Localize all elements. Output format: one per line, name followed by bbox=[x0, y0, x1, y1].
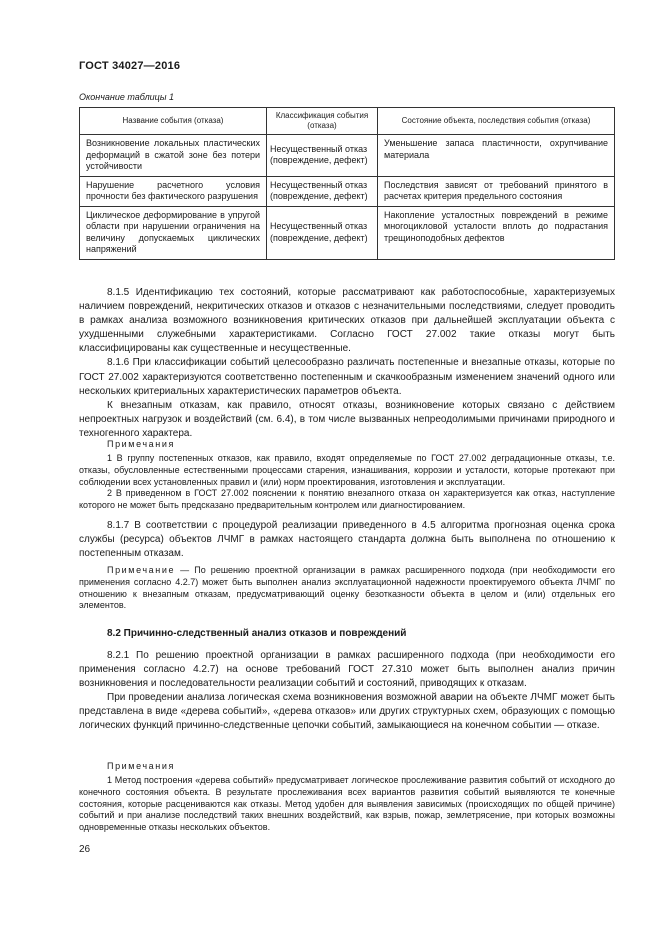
paragraph-8-1-7: 8.1.7 В соответствии с процедурой реализации приведенного в 4.5 алгоритма прогнозная оценка срока службы (ресурса) объектов ЛЧМГ в рамках настоящего стандарта должна быть выполнена по отношению к постепенным отказам. bbox=[79, 520, 615, 560]
table-cell-classification: Несущественный отказ (повреждение, дефект) bbox=[267, 176, 378, 206]
failure-table bbox=[79, 107, 615, 260]
table-row bbox=[80, 135, 615, 177]
table-cell-classification: Несущественный отказ (повреждение, дефект) bbox=[267, 135, 378, 177]
page-number: 26 bbox=[79, 844, 91, 855]
notes-block-1 bbox=[79, 438, 615, 512]
table-cell-state: Уменьшение запаса пластичности, охрупчивание материала bbox=[378, 135, 615, 177]
notes-block-3 bbox=[79, 760, 615, 834]
table-cell-state: Последствия зависят от требований принятого в расчетах критерия предельного состояния bbox=[378, 176, 615, 206]
notes-heading: Примечания bbox=[107, 761, 175, 771]
section-8-2-block bbox=[79, 627, 615, 734]
paragraph-8-2-1: 8.2.1 По решению проектной организации в рамках расширенного подхода (при необходимости его применения согласно 4.2.7) на основе требований ГОСТ 27.310 может быть выполнен анализ причин возникновения и последовательности реализации событий и состояний, приводящих к отказам. bbox=[79, 650, 615, 690]
note-1: 1 В группу постепенных отказов, как правило, входят определяемые по ГОСТ 27.002 деградационные отказы, т.е. отказы, обусловленные естественными процессами старения, изнашивания, коррозии и усталости, которые протекают при соблюдении всех установленных правил и (или) норм проектирования, изготовления и эксплуатации. bbox=[79, 453, 615, 487]
paragraph-8-1-6: 8.1.6 При классификации событий целесообразно различать постепенные и внезапные отказы, которые по ГОСТ 27.002 характеризуются соответственно постепенным и скачкообразным изменением значений одного или нескольких критериальных характеристических параметров объекта. bbox=[79, 357, 615, 397]
table-cell-event: Циклическое деформирование в упругой области при нарушении ограничения на величину допускаемых циклических напряжений bbox=[80, 206, 267, 259]
paragraph-8-1-5: 8.1.5 Идентификацию тех состояний, которые рассматривают как работоспособные, характеризуемых наличием повреждений, некритических отказов и отказов с незначительными последствиями, следует проводить в рамках анализа возможного возникновения критических отказов при дальнейшей эксплуатации объекта с ухудшенными служебными характеристиками. Согласно ГОСТ 27.002 такие отказы могут быть классифицированы как существенные и несущественные. bbox=[79, 287, 615, 355]
section-heading-8-2: 8.2 Причинно-следственный анализ отказов и повреждений bbox=[107, 628, 407, 639]
table-cell-state: Накопление усталостных повреждений в режиме многоцикловой усталости вплоть до подрастания трещиноподобных дефектов bbox=[378, 206, 615, 259]
col-header-event: Название события (отказа) bbox=[80, 108, 267, 135]
table-header-row bbox=[80, 108, 615, 135]
note-2: 2 В приведенном в ГОСТ 27.002 пояснении к понятию внезапного отказа он характеризуется как отказ, наступление которого не может быть предсказано предварительным контролем или диагностированием. bbox=[79, 488, 615, 511]
col-header-classification: Классификация события (отказа) bbox=[267, 108, 378, 135]
note-block-2 bbox=[79, 565, 615, 612]
col-header-state: Состояние объекта, последствия события (отказа) bbox=[378, 108, 615, 135]
table-row bbox=[80, 176, 615, 206]
notes-heading: Примечания bbox=[107, 439, 175, 449]
note-single bbox=[79, 565, 615, 612]
document-header: ГОСТ 34027—2016 bbox=[79, 60, 181, 72]
note-text: — По решению проектной организации в рамках расширенного подхода (при необходимости его применения согласно 4.2.7) может быть выполнен анализ эксплуатационной надежности проектируемого объекта ЛЧМГ по отношению к внезапным отказам, предусматривающий оценку безотказности объекта в целом и (или) отдельных его элементов. bbox=[79, 565, 615, 611]
note-label: Примечание bbox=[107, 565, 176, 575]
table-caption: Окончание таблицы 1 bbox=[79, 92, 174, 102]
note-1: 1 Метод построения «дерева событий» предусматривает логическое прослеживание развития событий от исходного до конечного состояния объекта. В результате прослеживания всех вариантов развития событий выявляются те конечные состояния, которые расцениваются как отказы. Метод удобен для выявления зависимых (происходящих по общей причине) событий и при анализе последствий таких внешних воздействий, как взрыв, пожар, землетрясение, при которых возможны одновременные отказы нескольких объектов. bbox=[79, 775, 615, 833]
body-text-block-2 bbox=[79, 519, 615, 561]
paragraph-8-2-1-cont: При проведении анализа логическая схема возникновения возможной аварии на объекте ЛЧМГ может быть представлена в виде «дерева событий», «дерева отказов» или других структурных схем, образующих с помощью логических функций причинно-следственные цепочки событий, замыкающиеся на конечном событии — отказе. bbox=[79, 692, 615, 732]
table-cell-event: Нарушение расчетного условия прочности без фактического разрушения bbox=[80, 176, 267, 206]
body-text-block-1 bbox=[79, 286, 615, 441]
table-row bbox=[80, 206, 615, 259]
table-cell-classification: Несущественный отказ (повреждение, дефект) bbox=[267, 206, 378, 259]
paragraph-8-1-6-cont: К внезапным отказам, как правило, относят отказы, возникновение которых связано с действием непроектных нагрузок и воздействий (см. 6.4), в том числе вызванных непреодолимыми причинами природного и техногенного характера. bbox=[79, 399, 615, 439]
table-cell-event: Возникновение локальных пластических деформаций в сжатой зоне без потери устойчивости bbox=[80, 135, 267, 177]
